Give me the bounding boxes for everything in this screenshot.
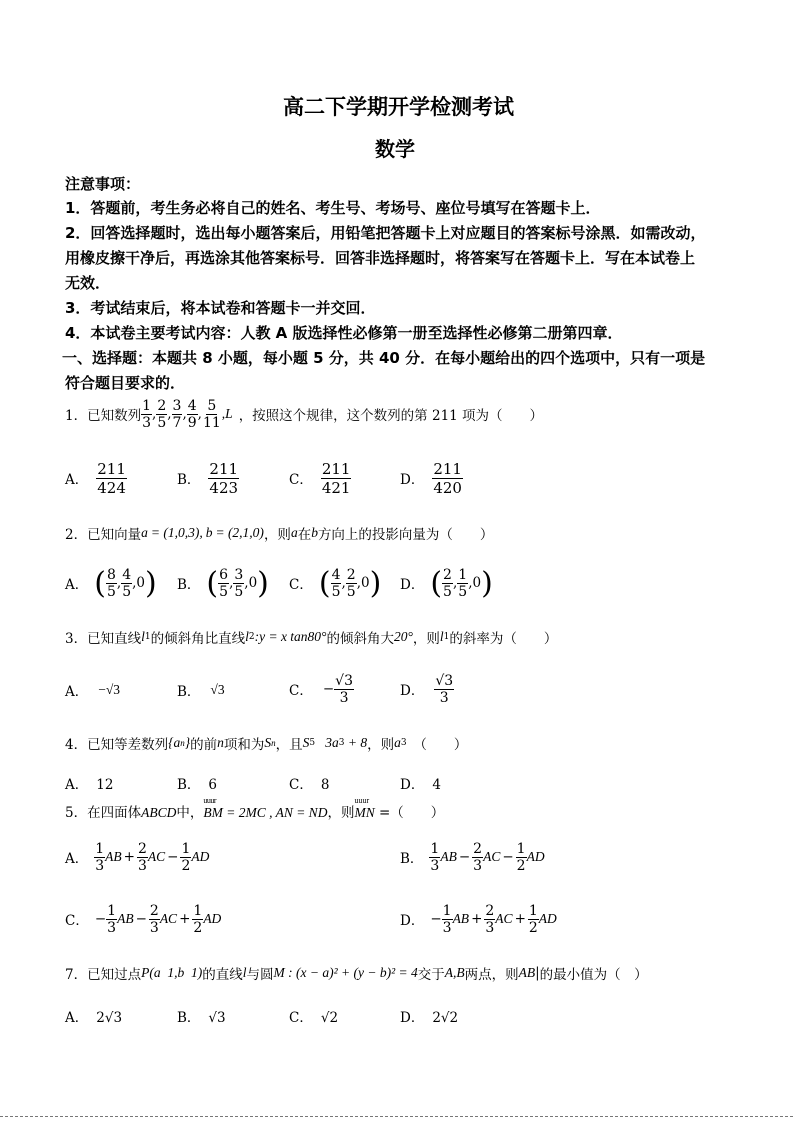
- notice-item-3: 3．考试结束后，将本试卷和答题卡一并交回．: [65, 299, 376, 317]
- q2-option-b: B． ( $\frac{6}{5}$ , $\frac{3}{5}$ ,0 ): [177, 565, 269, 601]
- q5-condition: uuur BM = 2MC , AN = ND: [203, 796, 328, 820]
- q5-option-a: A． $\frac{1}{3}$ AB + $\frac{2}{3}$ AC − $\frac{1}{2}$ AD: [65, 840, 210, 874]
- q1-option-c: C． $\frac{211}{421}$: [289, 459, 351, 497]
- q1-prefix: 1．已知数列: [65, 408, 142, 424]
- q7-option-d: D． 2√2: [400, 1010, 459, 1026]
- q2-vector-b-value: = (2,1,0): [215, 525, 264, 540]
- notice-heading: 注意事项：: [65, 175, 141, 193]
- q4-option-a: A． 12: [65, 777, 114, 793]
- q4-option-d: D． 4: [400, 777, 441, 793]
- q3-option-c: C． − $\frac{√3}{3}$: [289, 672, 353, 706]
- q3-option-d: D． $\frac{√3}{3}$: [400, 672, 454, 706]
- q1-term-2: $\frac{2}{5}$: [157, 397, 167, 431]
- question-2: 2．已知向量 a = (1,0,3), b = (2,1,0) ，则 a 在 b 方向上的投影向量为（ ）: [65, 525, 494, 543]
- q1-option-d: D． $\frac{211}{420}$: [400, 459, 462, 497]
- q3-option-a: A． −√3: [65, 682, 121, 700]
- q1-option-a: A． $\frac{211}{424}$: [65, 459, 126, 497]
- q5-option-c: C． − $\frac{1}{3}$ AB − $\frac{2}{3}$ AC + $\frac{1}{2}$ AD: [65, 902, 222, 936]
- q7-option-b: B． √3: [177, 1010, 226, 1026]
- q5-option-d: D． − $\frac{1}{3}$ AB + $\frac{2}{3}$ AC + $\frac{1}{2}$ AD: [400, 902, 557, 936]
- section-heading: 一、选择题：本题共 8 小题，每小题 5 分，共 40 分．在每小题给出的四个选项中，只有一项是: [62, 349, 706, 367]
- q1-ellipsis: ,L: [221, 406, 233, 421]
- q2-vector-a-value: = (1,0,3),: [150, 525, 203, 540]
- page-title: 高二下学期开学检测考试: [283, 95, 514, 119]
- q1-suffix: ，按照这个规律，这个数列的第 211 项为（ ）: [238, 408, 544, 424]
- subject-title: 数学: [375, 137, 415, 161]
- q5-option-b: B． $\frac{1}{3}$ AB − $\frac{2}{3}$ AC − $\frac{1}{2}$ AD: [400, 840, 545, 874]
- q2-vector-a: a: [141, 525, 148, 540]
- q2-option-a: A． ( $\frac{8}{5}$ , $\frac{4}{5}$ ,0 ): [65, 565, 157, 601]
- question-5: 5．在四面体 ABCD 中， uuur BM = 2MC , AN = ND ，则 uuur MN =（ ）: [65, 796, 445, 821]
- q2-option-d: D． ( $\frac{2}{5}$ , $\frac{1}{5}$ ,0 ): [400, 565, 493, 601]
- q4-option-c: C． 8: [289, 777, 330, 793]
- q2-option-c: C． ( $\frac{4}{5}$ , $\frac{2}{5}$ ,0 ): [289, 565, 382, 601]
- q7-option-a: A． 2√3: [65, 1010, 123, 1026]
- notice-item-2: 2．回答选择题时，选出每小题答案后，用铅笔把答题卡上对应题目的答案标号涂黑．如需改动，: [65, 224, 706, 242]
- q1-term-1: $\frac{1}{3}$: [142, 397, 152, 431]
- question-1: 1．已知数列 $\frac{1}{3}$ , $\frac{2}{5}$ , $\frac{3}{7}$ , $\frac{4}{9}$ , $\frac{5}{11}$ ,L ，按照这个规律，这个数列的第 211 项为（ ）: [65, 397, 544, 431]
- section-heading-cont: 符合题目要求的．: [65, 374, 186, 392]
- question-4: 4．已知等差数列 {a n } 的前 n 项和为 S n ，且 S 5 3a 3 + 8 ，则 a 3 （ ）: [65, 735, 468, 753]
- q4-option-b: B． 6: [177, 777, 218, 793]
- notice-item-4: 4．本试卷主要考试内容：人教 A 版选择性必修第一册至选择性必修第二册第四章．: [65, 324, 623, 342]
- q3-option-b: B． √3: [177, 682, 225, 700]
- notice-item-1: 1．答题前，考生务必将自己的姓名、考生号、考场号、座位号填写在答题卡上．: [65, 199, 601, 217]
- q7-option-c: C． √2: [289, 1010, 339, 1026]
- page-bottom-divider: [0, 1116, 793, 1117]
- q1-option-b: B． $\frac{211}{423}$: [177, 459, 239, 497]
- q2-prefix: 2．已知向量: [65, 527, 142, 543]
- notice-item-2-end: 无效．: [65, 274, 111, 292]
- q2-vector-b: b: [205, 525, 213, 540]
- q1-term-5: $\frac{5}{11}$: [202, 397, 221, 431]
- question-3: 3．已知直线 l 1 的倾斜角比直线 l 2 :y = x tan80° 的倾斜角大 20° ，则 l 1 的斜率为（ ）: [65, 629, 558, 647]
- q1-term-3: $\frac{3}{7}$: [172, 397, 182, 431]
- notice-item-2-cont: 用橡皮擦干净后，再选涂其他答案标号．回答非选择题时，将答案写在答题卡上．写在本试卷上: [65, 249, 696, 267]
- q1-term-4: $\frac{4}{9}$: [187, 397, 197, 431]
- question-7: 7．已知过点 P(a 1,b 1) 的直线 l 与圆 M : (x − a)² + (y − b)² = 4 交于 A,B 两点，则 AB | 的最小值为（ ）: [65, 965, 648, 983]
